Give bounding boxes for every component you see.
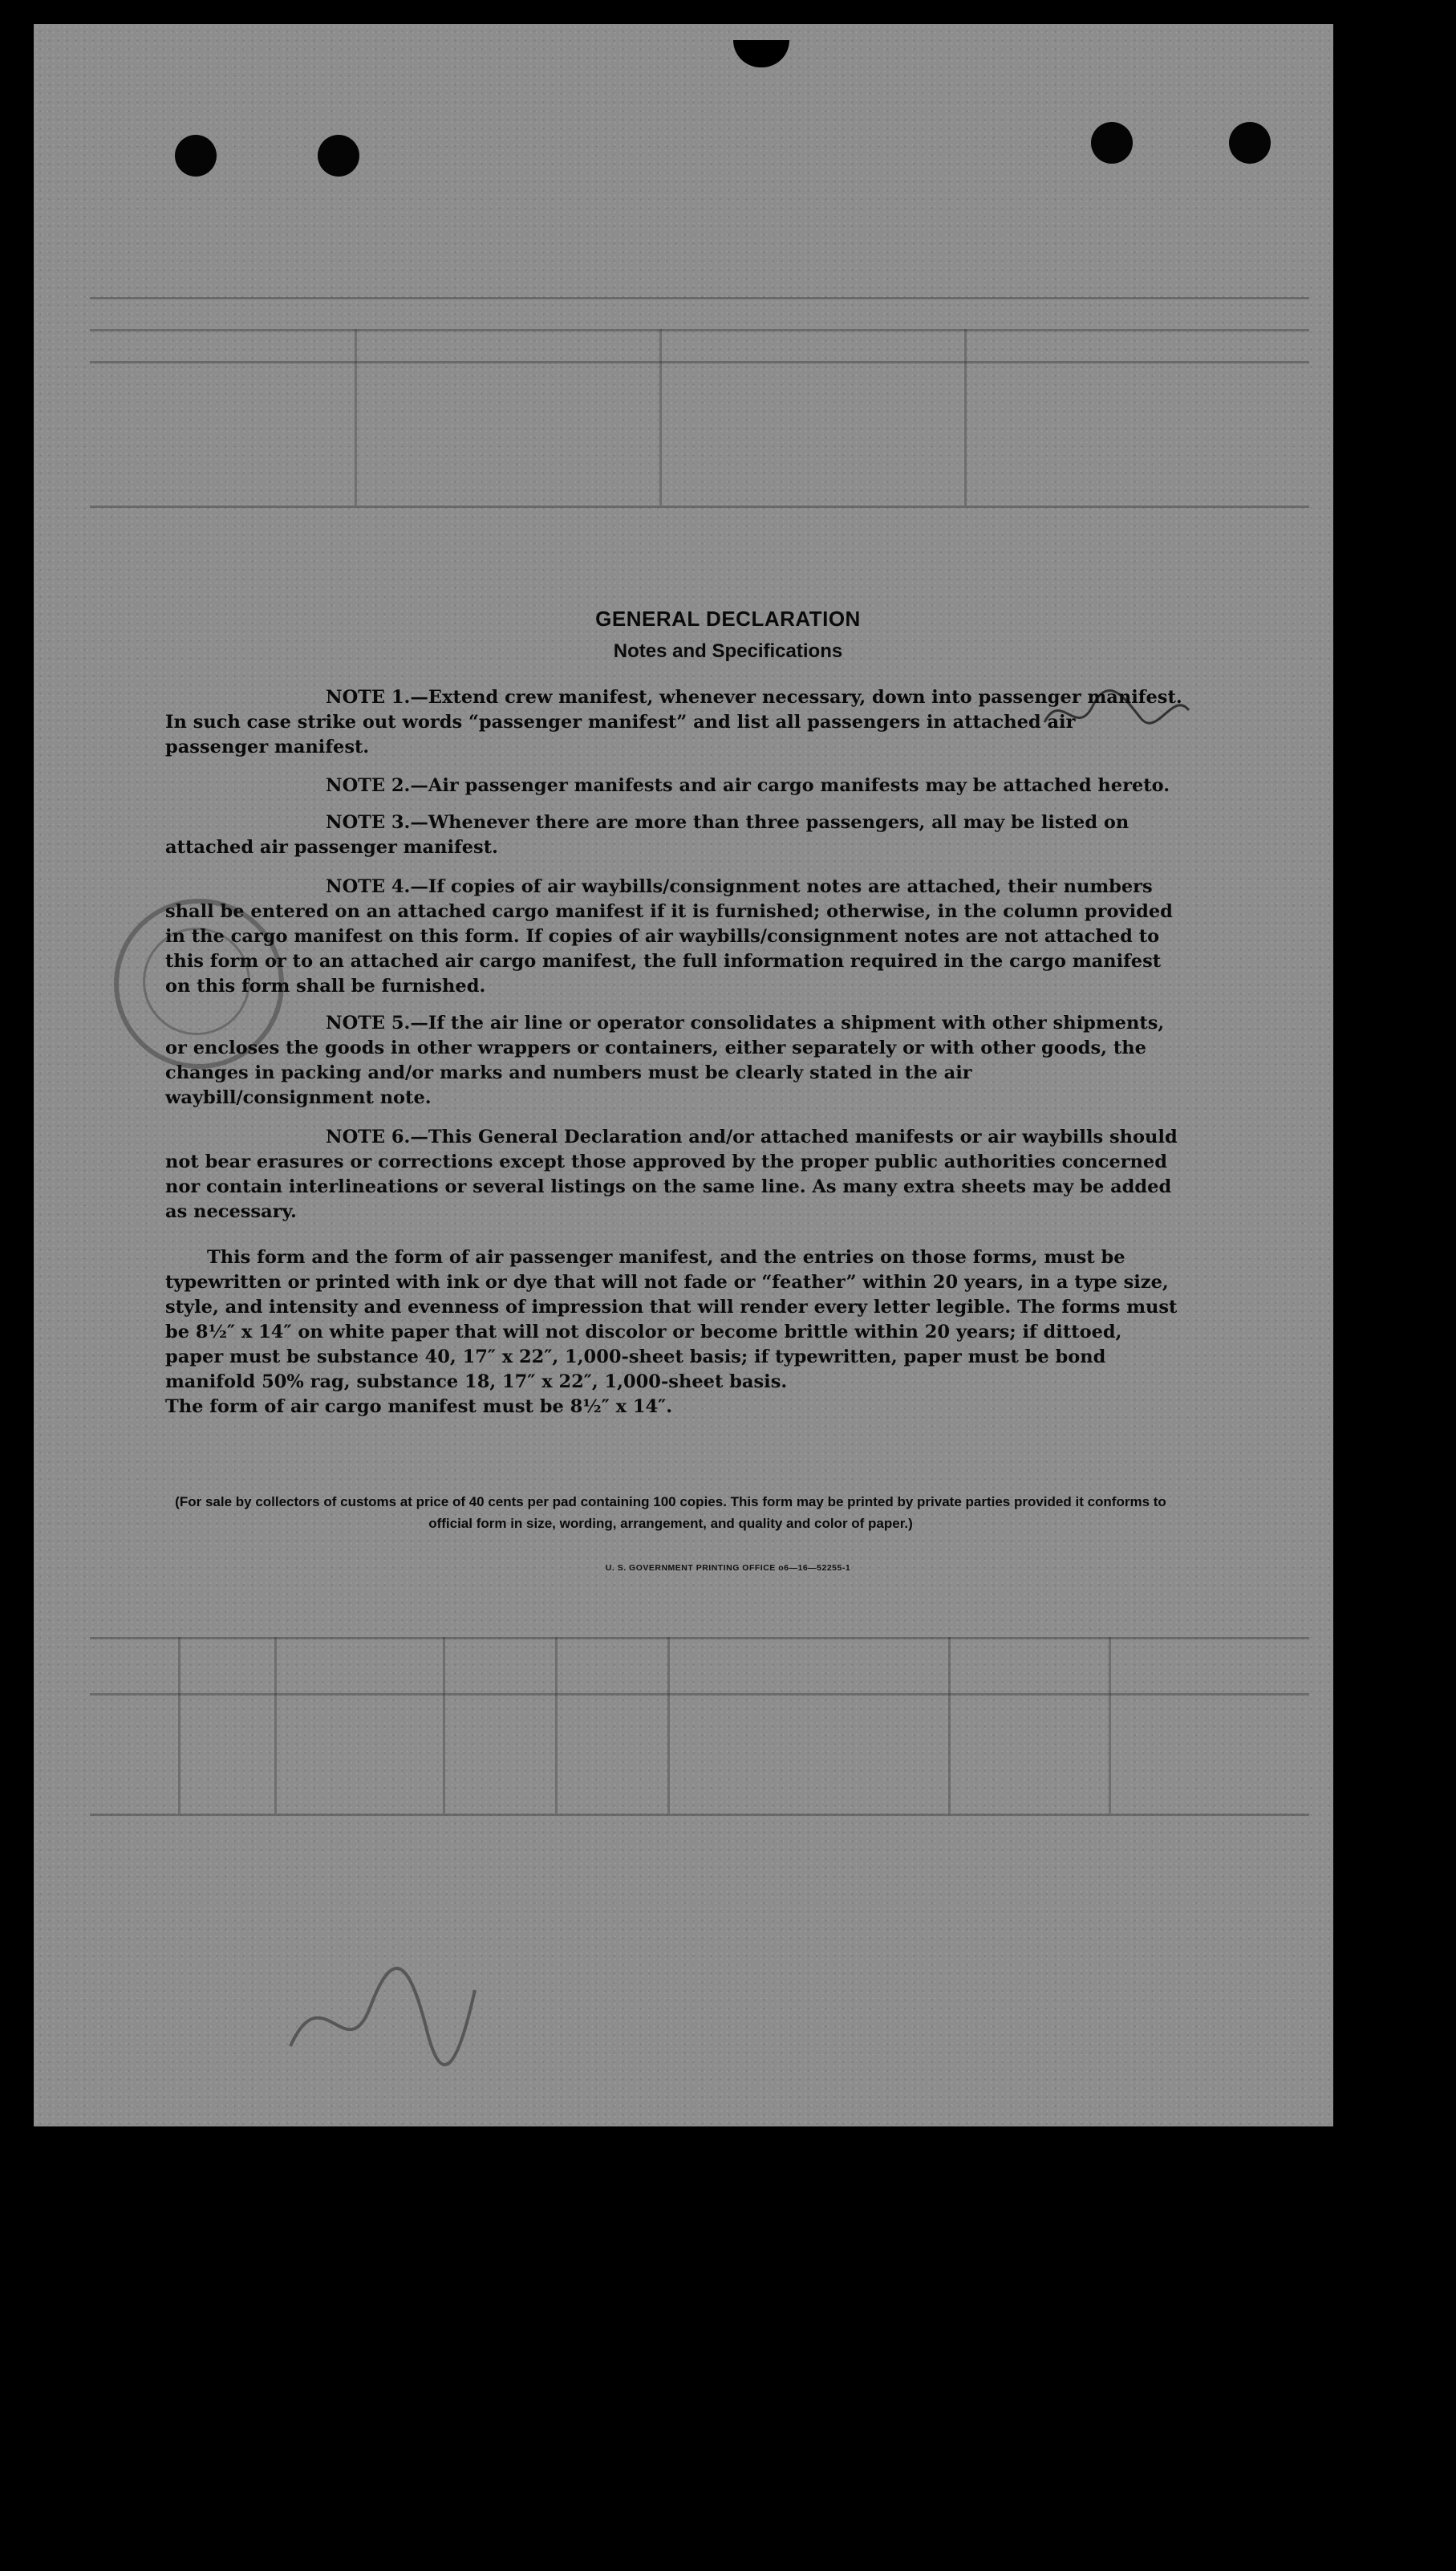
page-notch	[733, 40, 789, 67]
note-1: NOTE 1.—Extend crew manifest, whenever necessary, down into passenger manifest. In such case strike out words “passenger manifest” and list all passengers in attached air passenger manifest.	[165, 687, 1182, 757]
note-text: Extend crew manifest, whenever necessary, down into passenger manifest. In such case strike out words “passenger manifest” and list all passengers in attached air passenger manifest.	[165, 687, 1182, 757]
document-subtitle: Notes and Specifications	[613, 640, 843, 662]
bleed-through-rule	[90, 1637, 1309, 1639]
note-label: NOTE 5.	[326, 1013, 411, 1034]
sale-notice: (For sale by collectors of customs at price of 40 cents per pad containing 100 copies. This form may be printed by private parties provided it conforms to official form in size, wording, arrangement, and quality and color of paper.)	[175, 1494, 1166, 1531]
note-text: If the air line or operator consolidates a shipment with other shipments, or encloses the goods in other wrappers or containers, either separately or with other goods, the changes in packing and/or marks and numbers must be clearly stated in the air waybill/consignment note.	[165, 1013, 1165, 1108]
bleed-through-rule	[90, 506, 1309, 508]
bleed-through-rule	[355, 329, 357, 506]
bleed-through-rule	[90, 361, 1309, 364]
note-label: NOTE 1.	[326, 687, 411, 708]
bleed-through-rule	[1109, 1637, 1111, 1814]
bleed-through-rule	[178, 1637, 180, 1814]
note-6: NOTE 6.—This General Declaration and/or attached manifests or air waybills should not bear erasures or corrections except those approved by the proper public authorities concerned nor contain interlineations or several listings on the same line. As many extra sheets may be added as necessary.	[165, 1127, 1178, 1222]
signature-mark	[274, 1958, 483, 2078]
bleed-through-rule	[443, 1637, 445, 1814]
specification-text: This form and the form of air passenger manifest, and the entries on those forms, must be typewritten or printed with ink or dye that will not fade or “feather” within 20 years, in a type size, style, and intensity and evenness of impression that will render every letter legible. The forms must be 8½″ x 14″ on white paper that will not discolor or become brittle within 20 years; if dittoed, paper must be substance 40, 17″ x 22″, 1,000-sheet basis; if typewritten, paper must be bond manifold 50% rag, substance 18, 17″ x 22″, 1,000-sheet basis.	[165, 1247, 1178, 1392]
document-title: GENERAL DECLARATION	[595, 607, 861, 631]
bleed-through-rule	[90, 1814, 1309, 1816]
bleed-through-rule	[659, 329, 662, 506]
bleed-through-rule	[948, 1637, 951, 1814]
note-text: This General Declaration and/or attached manifests or air waybills should not bear erasures or corrections except those approved by the proper public authorities concerned nor contain interlineations or several listings on the same line. As many extra sheets may be added as necessary.	[165, 1127, 1178, 1222]
form-specification-paragraph	[165, 1245, 1181, 1420]
cargo-manifest-size: The form of air cargo manifest must be 8½″ x 14″.	[165, 1396, 673, 1417]
bleed-through-rule	[964, 329, 967, 506]
note-4: NOTE 4.—If copies of air waybills/consignment notes are attached, their numbers shall be entered on an attached cargo manifest if it is furnished; otherwise, in the column provided in the cargo manifest on this form. If copies of air waybills/consignment notes are not attached to this form or to an attached air cargo manifest, the full information required in the cargo manifest on this form shall be furnished.	[165, 876, 1173, 997]
note-5: NOTE 5.—If the air line or operator consolidates a shipment with other shipments, or encloses the goods in other wrappers or containers, either separately or with other goods, the changes in packing and/or marks and numbers must be clearly stated in the air waybill/consignment note.	[165, 1013, 1165, 1108]
punch-hole	[175, 135, 217, 177]
punch-hole	[1091, 122, 1133, 164]
punch-hole	[1229, 122, 1271, 164]
bleed-through-rule	[90, 297, 1309, 299]
bleed-through-rule	[274, 1637, 277, 1814]
bleed-through-rule	[90, 329, 1309, 331]
bleed-through-rule	[555, 1637, 558, 1814]
note-label: NOTE 3.	[326, 812, 411, 833]
note-label: NOTE 4.	[326, 876, 411, 897]
note-label: NOTE 2.	[326, 775, 411, 796]
printing-office-line: U. S. GOVERNMENT PRINTING OFFICE o6—16—52255-1	[605, 1563, 851, 1573]
punch-hole	[318, 135, 359, 177]
note-label: NOTE 6.	[326, 1127, 411, 1147]
note-2: NOTE 2.—Air passenger manifests and air cargo manifests may be attached hereto.	[326, 775, 1170, 796]
bleed-through-rule	[90, 1693, 1309, 1696]
note-text: Whenever there are more than three passengers, all may be listed on attached air passenger manifest.	[165, 812, 1130, 858]
bleed-through-rule	[667, 1637, 670, 1814]
note-3: NOTE 3.—Whenever there are more than three passengers, all may be listed on attached air passenger manifest.	[165, 812, 1130, 858]
note-text: If copies of air waybills/consignment notes are attached, their numbers shall be entered on an attached cargo manifest if it is furnished; otherwise, in the column provided in the cargo manifest on this form. If copies of air waybills/consignment notes are not attached to this form or to an attached air cargo manifest, the full information required in the cargo manifest on this form shall be furnished.	[165, 876, 1173, 997]
note-text: Air passenger manifests and air cargo manifests may be attached hereto.	[428, 775, 1170, 796]
